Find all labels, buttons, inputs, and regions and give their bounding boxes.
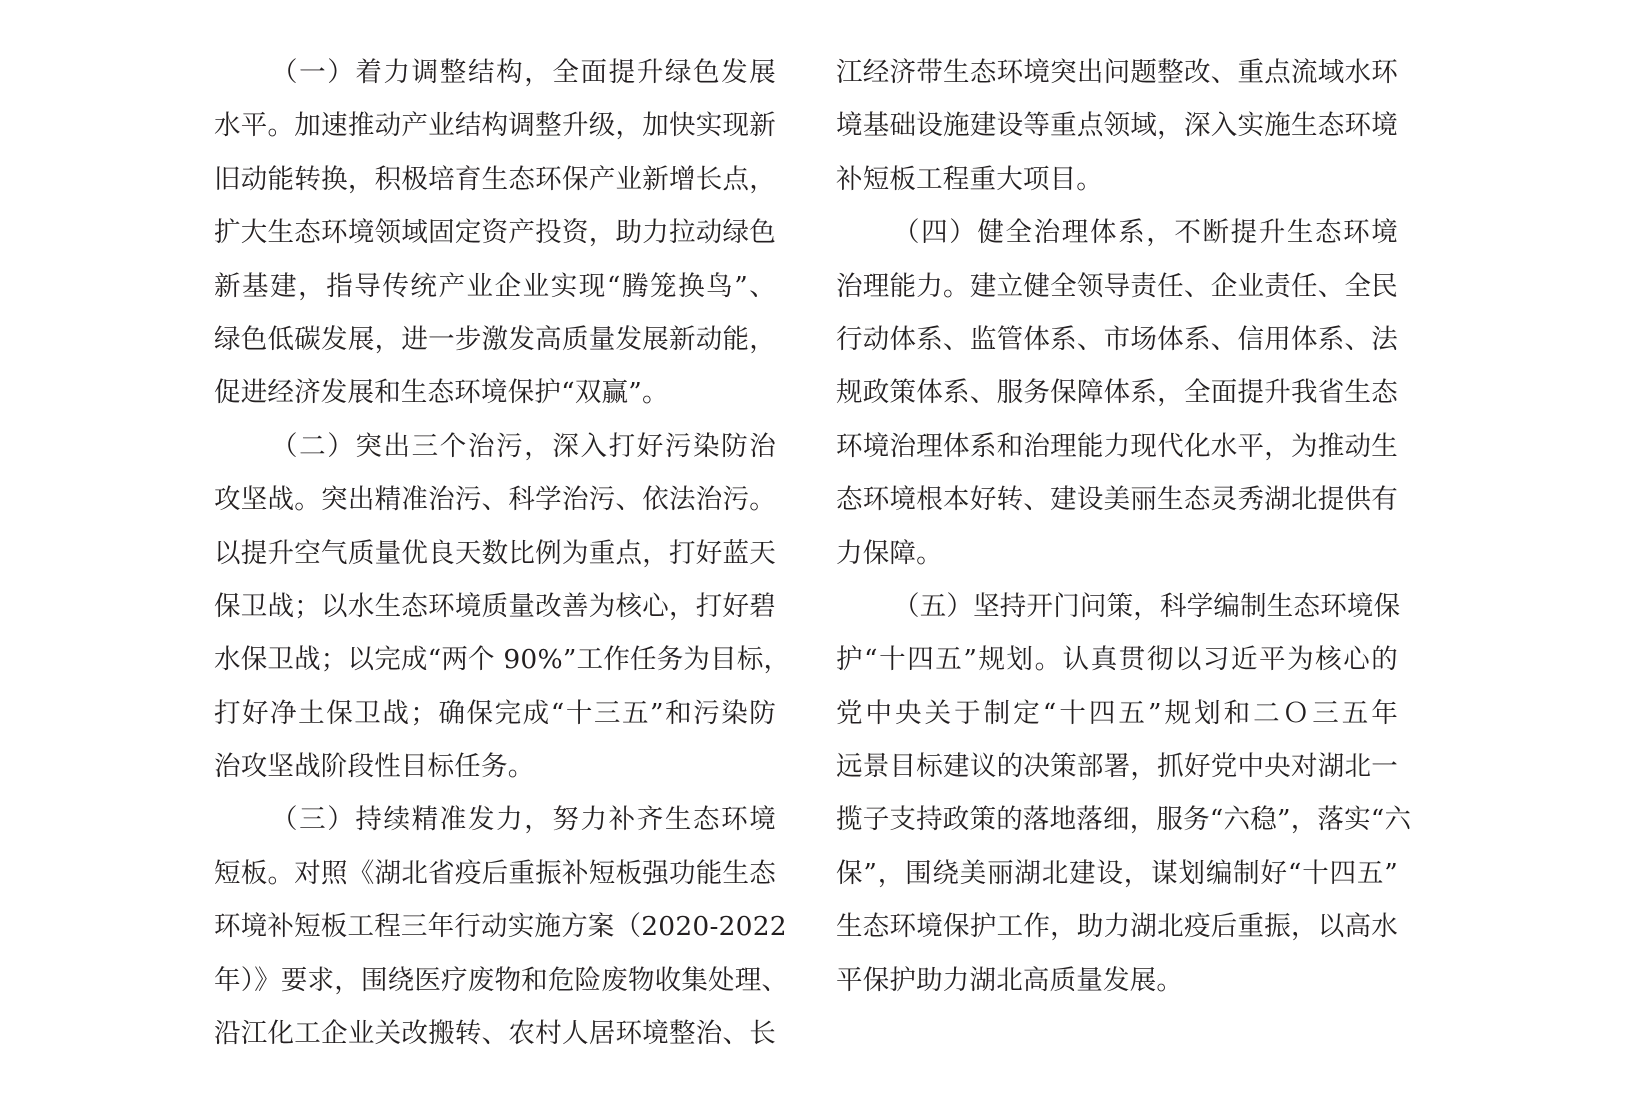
text-line: 平保护助力湖北高质量发展。 [836,964,1184,996]
text-line: 行动体系、监管体系、市场体系、信用体系、法 [836,323,1398,355]
text-line: 打好净土保卫战；确保完成“十三五”和污染防 [214,697,776,729]
text-line: 攻坚战。突出精准治污、科学治污、依法治污。 [214,484,776,516]
text-line: 治理能力。建立健全领导责任、企业责任、全民 [836,270,1398,302]
text-line: 年）》要求，围绕医疗废物和危险废物收集处理、 [214,964,789,996]
paragraph-heading-line: （一）着力调整结构，全面提升绿色发展 [271,57,776,88]
paragraph-heading-line: （五）坚持开门问策，科学编制生态环境保 [893,590,1401,622]
text-line: 力保障。 [836,537,943,569]
text-line: 护“十四五”规划。认真贯彻以习近平为核心的 [836,644,1398,676]
text-line: 扩大生态环境领域固定资产投资，助力拉动绿色 [214,217,776,249]
text-line: 规政策体系、服务保障体系，全面提升我省生态 [836,377,1398,409]
text-line: 态环境根本好转、建设美丽生态灵秀湖北提供有 [836,484,1398,516]
text-line: 绿色低碳发展，进一步激发高质量发展新动能， [214,323,776,355]
text-line: 沿江化工企业关改搬转、农村人居环境整治、长 [214,1018,776,1050]
paragraph-heading-line: （二）突出三个治污，深入打好污染防治 [271,430,776,462]
text-line: 旧动能转换，积极培育生态环保产业新增长点， [214,163,776,195]
text-line: 保”，围绕美丽湖北建设，谋划编制好“十四五” [836,857,1398,889]
text-line: 远景目标建议的决策部署，抓好党中央对湖北一 [836,751,1398,783]
text-line: 保卫战；以水生态环境质量改善为核心，打好碧 [214,590,776,622]
text-line: 江经济带生态环境突出问题整改、重点流域水环 [836,57,1398,88]
left-column [214,46,791,1060]
text-line: 环境治理体系和治理能力现代化水平，为推动生 [836,430,1398,462]
text-line: 生态环境保护工作，助力湖北疫后重振，以高水 [836,911,1398,943]
text-line: 新基建，指导传统产业企业实现“腾笼换鸟”、 [214,270,776,302]
text-line: 揽子支持政策的落地落细，服务“六稳”，落实“六 [836,804,1412,836]
text-line: 水平。加速推动产业结构调整升级，加快实现新 [214,110,776,142]
text-line: 水保卫战；以完成“两个 90%”工作任务为目标， [214,644,791,676]
paragraph-heading-line: （三）持续精准发力，努力补齐生态环境 [271,804,776,836]
paragraph-heading-line: （四）健全治理体系，不断提升生态环境 [893,217,1398,249]
text-line: 促进经济发展和生态环境保护“双赢”。 [214,377,669,409]
text-line: 境基础设施建设等重点领域，深入实施生态环境 [836,110,1398,142]
text-line: 环境补短板工程三年行动实施方案（2020-2022 [214,911,787,943]
text-line: 治攻坚战阶段性目标任务。 [214,751,535,783]
text-line: 短板。对照《湖北省疫后重振补短板强功能生态 [214,857,776,889]
text-line: 以提升空气质量优良天数比例为重点，打好蓝天 [214,537,776,569]
text-line: 补短板工程重大项目。 [836,163,1103,195]
text-line: 党中央关于制定“十四五”规划和二Ｏ三五年 [836,697,1398,729]
right-column [836,46,1412,1007]
